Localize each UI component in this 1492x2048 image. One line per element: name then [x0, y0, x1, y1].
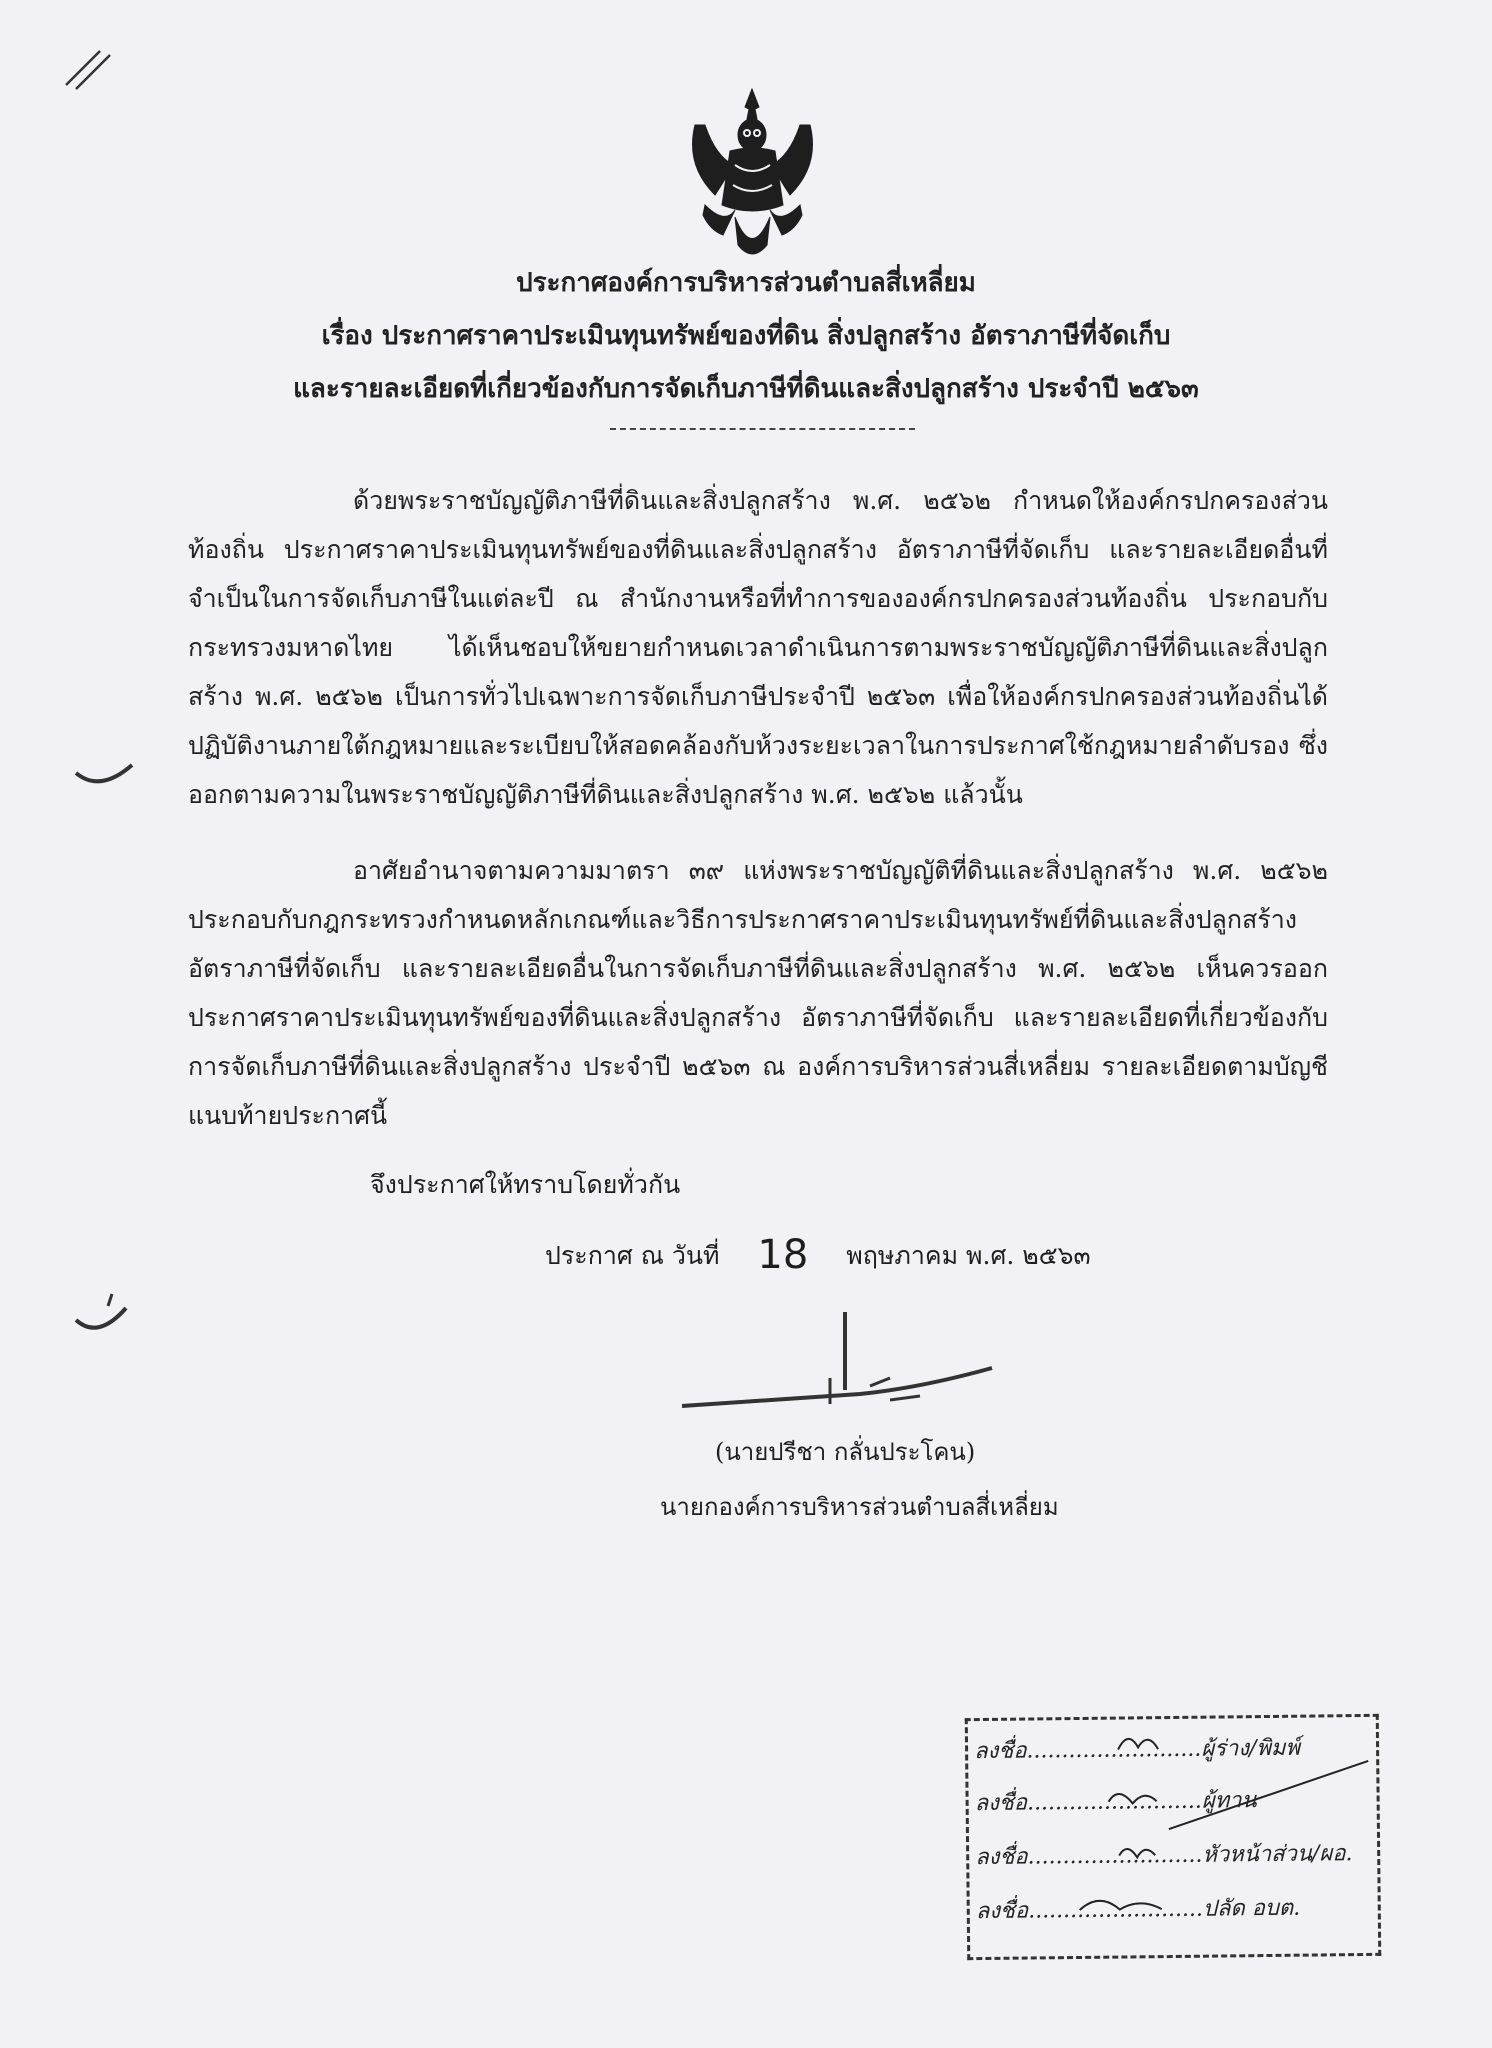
stamp-line-head: ลงชื่อ.........................หัวหน้าส่วน/ผอ. [975, 1841, 1353, 1871]
signatory-title: นายกองค์การบริหารส่วนตำบลสี่เหลี่ยม [660, 1493, 1059, 1521]
closing-statement: จึงประกาศให้ทราบโดยทั่วกัน [370, 1170, 681, 1199]
signature-image [680, 1308, 1000, 1418]
body-paragraph-1 [188, 476, 1328, 819]
handwritten-margin-mark [68, 1290, 138, 1340]
date-prefix: ประกาศ ณ วันที่ [545, 1241, 720, 1270]
stamp-initials [968, 1717, 1378, 1957]
announcement-date [545, 1228, 1091, 1276]
handwritten-slash-marks [58, 45, 118, 95]
paragraph-text: ด้วยพระราชบัญญัติภาษีที่ดินและสิ่งปลูกสร้าง พ.ศ. ๒๕๖๒ กำหนดให้องค์กรปกครองส่วนท้องถิ่น ประกาศราคาประเมินทุนทรัพย์ของที่ดินและสิ่งปลูกสร้าง อัตราภาษีที่จัดเก็บ และรายละเอียดอื่นที่จำเป็นในการจัดเก็บภาษีในแต่ละปี ณ สำนักงานหรือที่ทำการขององค์กรปกครองส่วนท้องถิ่น ประกอบกับกระทรวงมหาดไทย ได้เห็นชอบให้ขยายกำหนดเวลาดำเนินการตามพระราชบัญญัติภาษีที่ดินและสิ่งปลูกสร้าง พ.ศ. ๒๕๖๒ เป็นการทั่วไปเฉพาะการจัดเก็บภาษีประจำปี ๒๕๖๓ เพื่อให้องค์กรปกครองส่วนท้องถิ่นได้ปฏิบัติงานภายใต้กฎหมายและระเบียบให้สอดคล้องกับห้วงระยะเวลาในการประกาศใช้กฎหมายลำดับรอง ซึ่งออกตามความในพระราชบัญญัติภาษีที่ดินและสิ่งปลูกสร้าง พ.ศ. ๒๕๖๒ แล้วนั้น [188, 486, 1328, 809]
stamp-line-drafter: ลงชื่อ.........................ผู้ร่าง/พิมพ์ [973, 1735, 1301, 1765]
announcement-subject: เรื่อง ประกาศราคาประเมินทุนทรัพย์ของที่ดิน สิ่งปลูกสร้าง อัตราภาษีที่จัดเก็บ [321, 321, 1171, 351]
garuda-emblem-icon [675, 85, 830, 265]
signatory-name: (นายปรีชา กลั่นประโคน) [715, 1438, 976, 1466]
body-paragraph-2 [188, 846, 1328, 1140]
approval-stamp [965, 1714, 1382, 1960]
announcement-issuer: ประกาศองค์การบริหารส่วนตำบลสี่เหลี่ยม [516, 268, 976, 298]
header-divider [610, 428, 915, 430]
announcement-subject-continued: และรายละเอียดที่เกี่ยวข้องกับการจัดเก็บภาษีที่ดินและสิ่งปลูกสร้าง ประจำปี ๒๕๖๓ [293, 374, 1199, 404]
date-day-handwritten: 18 [757, 1232, 809, 1278]
stamp-line-reviewer: ลงชื่อ.........................ผู้ทาน [974, 1788, 1257, 1817]
date-month-year: พฤษภาคม พ.ศ. ๒๕๖๓ [846, 1241, 1091, 1270]
paragraph-text: อาศัยอำนาจตามความมาตรา ๓๙ แห่งพระราชบัญญัติที่ดินและสิ่งปลูกสร้าง พ.ศ. ๒๕๖๒ ประกอบกับกฎกระทรวงกำหนดหลักเกณฑ์และวิธีการประกาศราคาประเมินทุนทรัพย์ที่ดินและสิ่งปลูกสร้าง อัตราภาษีที่จัดเก็บ และรายละเอียดอื่นในการจัดเก็บภาษีที่ดินและสิ่งปลูกสร้าง พ.ศ. ๒๕๖๒ เห็นควรออกประกาศราคาประเมินทุนทรัพย์ของที่ดินและสิ่งปลูกสร้าง อัตราภาษีที่จัดเก็บ และรายละเอียดที่เกี่ยวข้องกับการจัดเก็บภาษีที่ดินและสิ่งปลูกสร้าง ประจำปี ๒๕๖๓ ณ องค์การบริหารส่วนสี่เหลี่ยม รายละเอียดตามบัญชีแนบท้ายประกาศนี้ [188, 856, 1328, 1130]
stamp-line-chief-administrator: ลงชื่อ.........................ปลัด อบต. [975, 1895, 1301, 1925]
handwritten-margin-mark [70, 755, 140, 795]
